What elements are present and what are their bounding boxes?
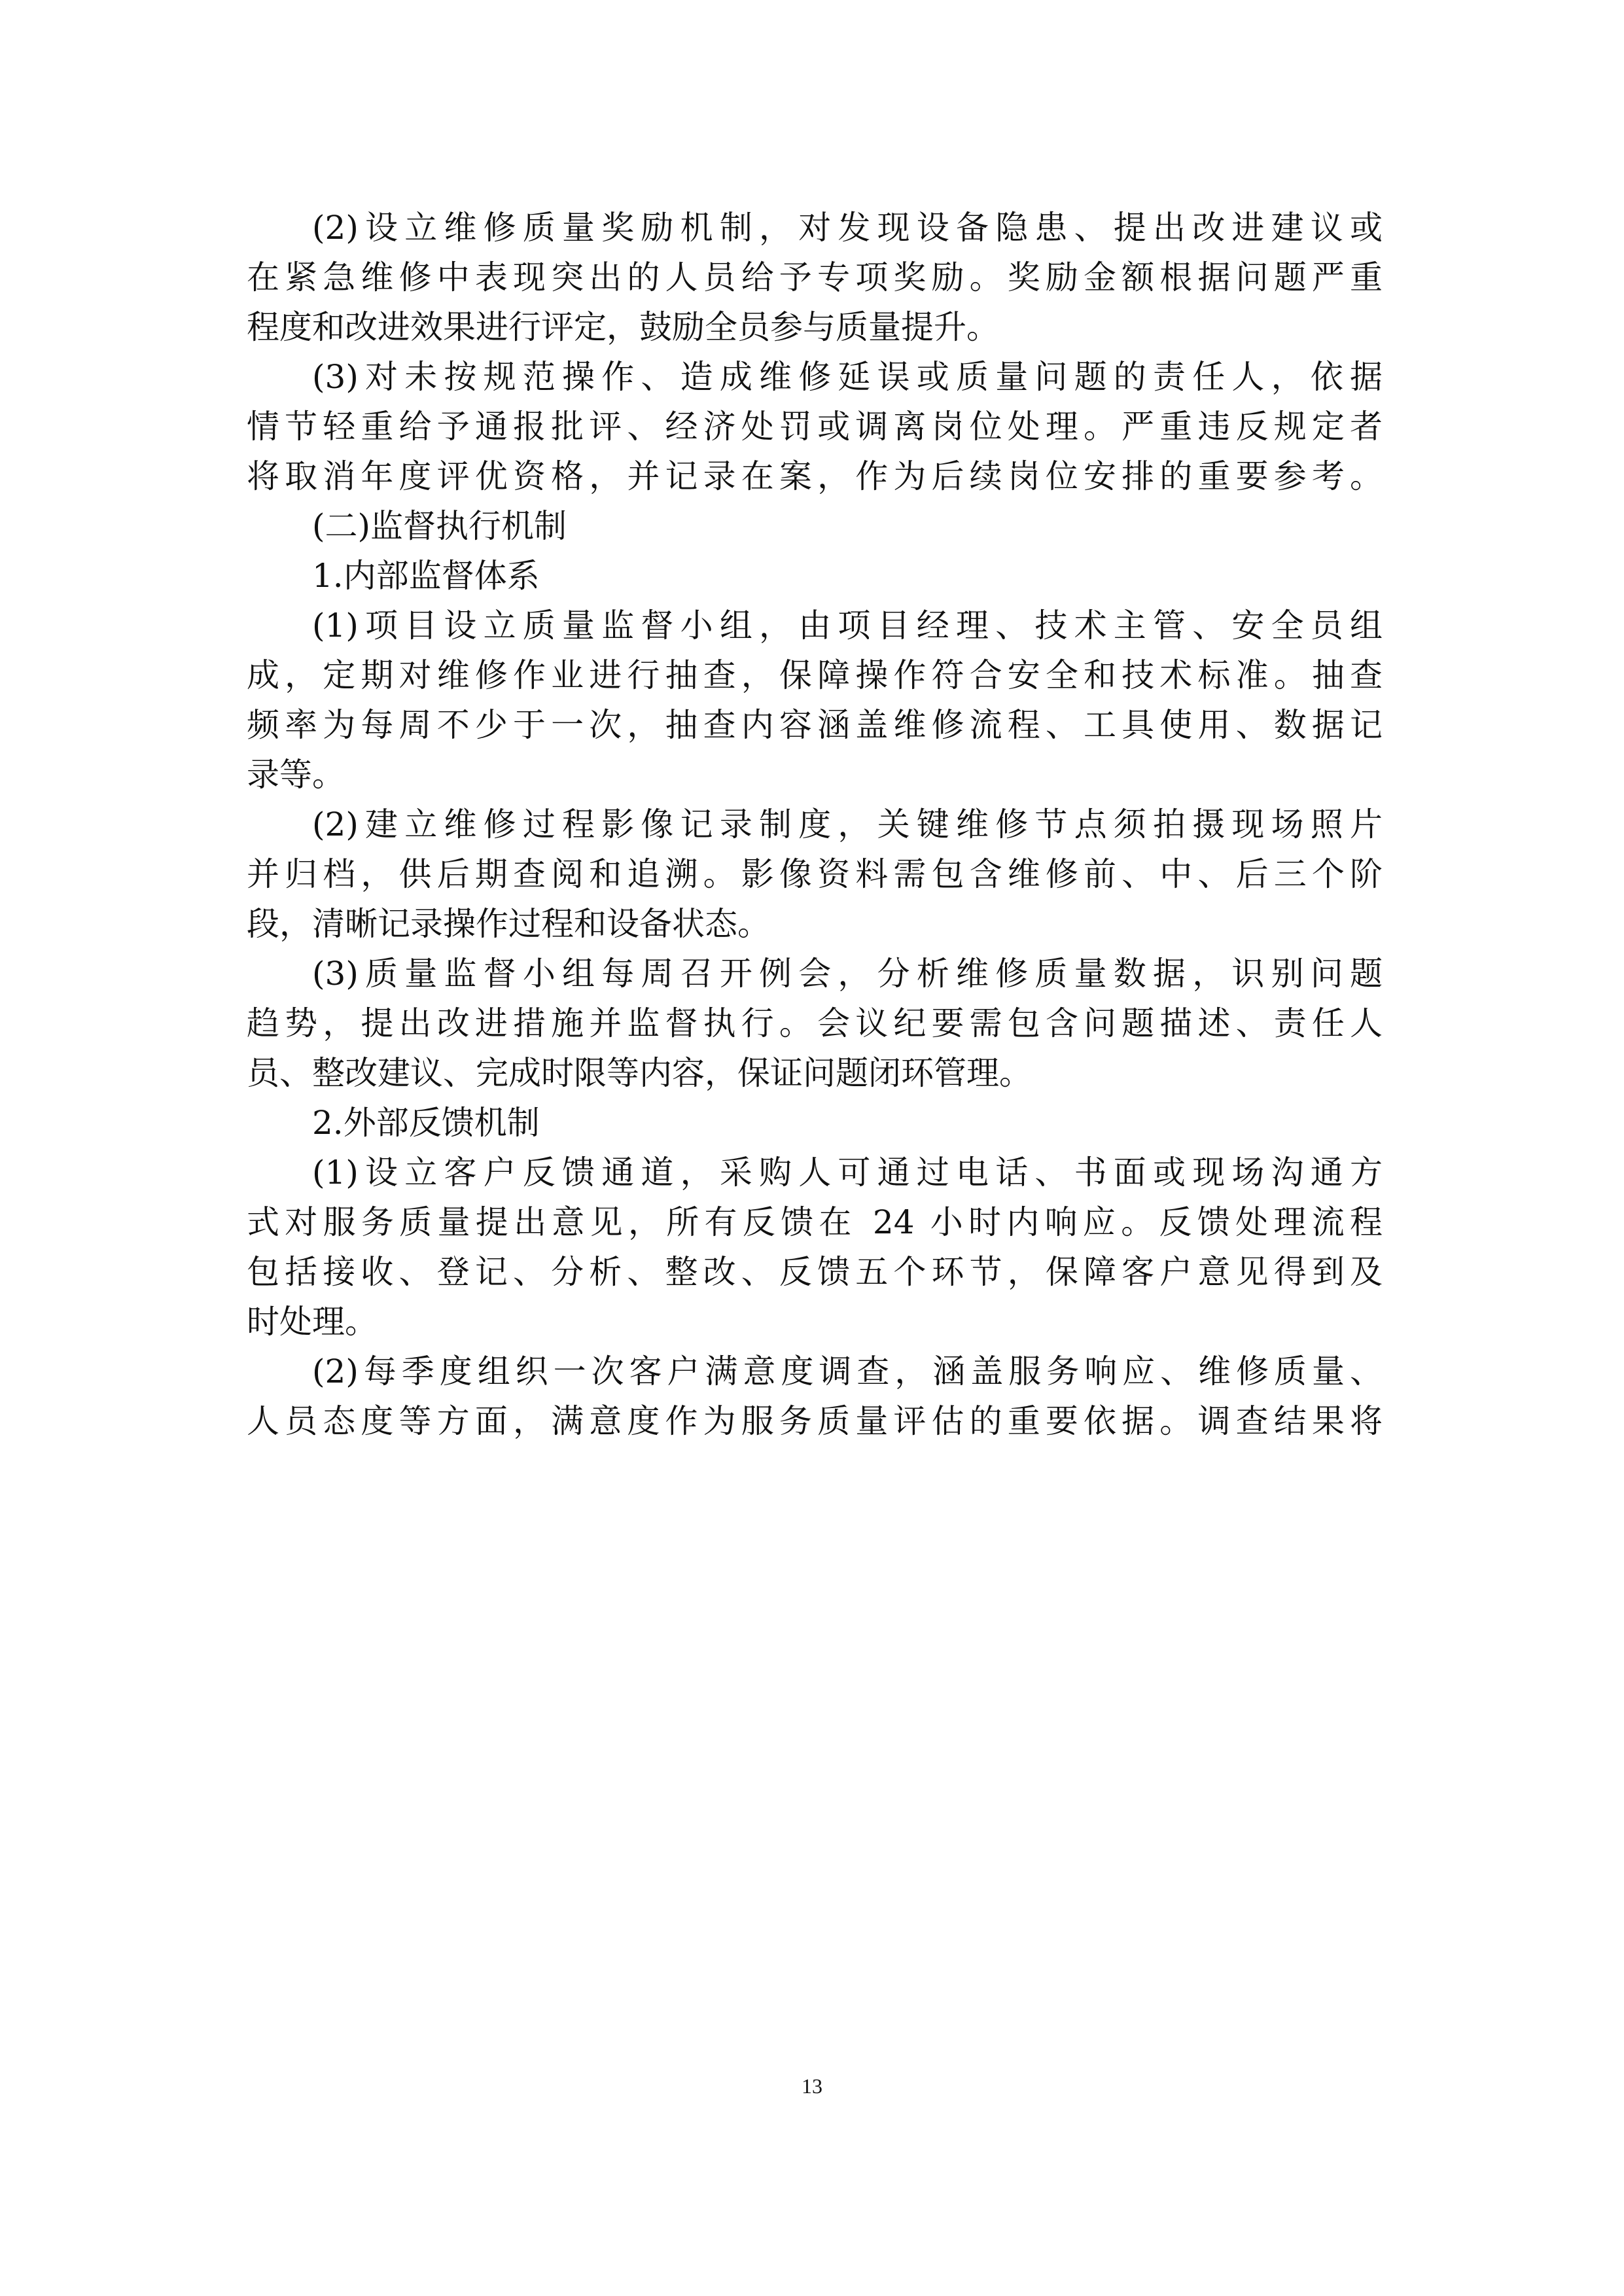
text-line: 式对服务质量提出意见，所有反馈在 24 小时内响应。反馈处理流程 — [247, 1203, 1383, 1241]
paragraph-weekly-meeting — [247, 949, 1383, 1098]
text-line: 在紧急维修中表现突出的人员给予专项奖励。奖励金额根据问题严重 — [247, 258, 1383, 296]
text-line: (2)设立维修质量奖励机制，对发现设备隐患、提出改进建议或 — [312, 209, 1383, 247]
text-line: (2)每季度组织一次客户满意度调查，涵盖服务响应、维修质量、 — [312, 1352, 1383, 1390]
text-line: 将取消年度评优资格，并记录在案，作为后续岗位安排的重要参考。 — [247, 457, 1383, 495]
text-line: 成，定期对维修作业进行抽查，保障操作符合安全和技术标准。抽查 — [247, 656, 1383, 694]
text-line: 频率为每周不少于一次，抽查内容涵盖维修流程、工具使用、数据记 — [247, 706, 1383, 744]
text-line: (3)对未按规范操作、造成维修延误或质量问题的责任人，依据 — [312, 358, 1383, 396]
paragraph-penalty-mechanism — [247, 352, 1383, 501]
subsection-heading-external: 2.外部反馈机制 — [312, 1104, 540, 1142]
text-line: (1)设立客户反馈通道，采购人可通过电话、书面或现场沟通方 — [312, 1154, 1383, 1192]
text-line: 趋势，提出改进措施并监督执行。会议纪要需包含问题描述、责任人 — [247, 1004, 1383, 1042]
page-number: 13 — [802, 2074, 822, 2098]
text-line: 人员态度等方面，满意度作为服务质量评估的重要依据。调查结果将 — [247, 1402, 1383, 1440]
text-line: 包括接收、登记、分析、整改、反馈五个环节，保障客户意见得到及 — [247, 1253, 1383, 1291]
text-line: 程度和改进效果进行评定，鼓励全员参与质量提升。 — [247, 308, 999, 346]
document-body — [247, 203, 1383, 1446]
paragraph-supervision-team — [247, 601, 1383, 800]
paragraph-reward-mechanism — [247, 203, 1383, 352]
text-line: 员、整改建议、完成时限等内容，保证问题闭环管理。 — [247, 1054, 1032, 1092]
text-line: 时处理。 — [247, 1303, 378, 1341]
text-line: 录等。 — [247, 756, 345, 794]
paragraph-satisfaction-survey — [247, 1347, 1383, 1446]
text-line: (1)项目设立质量监督小组，由项目经理、技术主管、安全员组 — [312, 607, 1383, 645]
subsection-heading-internal: 1.内部监督体系 — [312, 557, 540, 595]
paragraph-image-records — [247, 800, 1383, 949]
text-line: (2)建立维修过程影像记录制度，关键维修节点须拍摄现场照片 — [312, 805, 1383, 843]
text-line: 段，清晰记录操作过程和设备状态。 — [247, 905, 770, 943]
paragraph-feedback-channel — [247, 1148, 1383, 1347]
text-line: 并归档，供后期查阅和追溯。影像资料需包含维修前、中、后三个阶 — [247, 855, 1383, 893]
section-heading-supervision: (二)监督执行机制 — [312, 507, 567, 545]
text-line: 情节轻重给予通报批评、经济处罚或调离岗位处理。严重违反规定者 — [247, 408, 1383, 446]
text-line: (3)质量监督小组每周召开例会，分析维修质量数据，识别问题 — [312, 955, 1383, 993]
